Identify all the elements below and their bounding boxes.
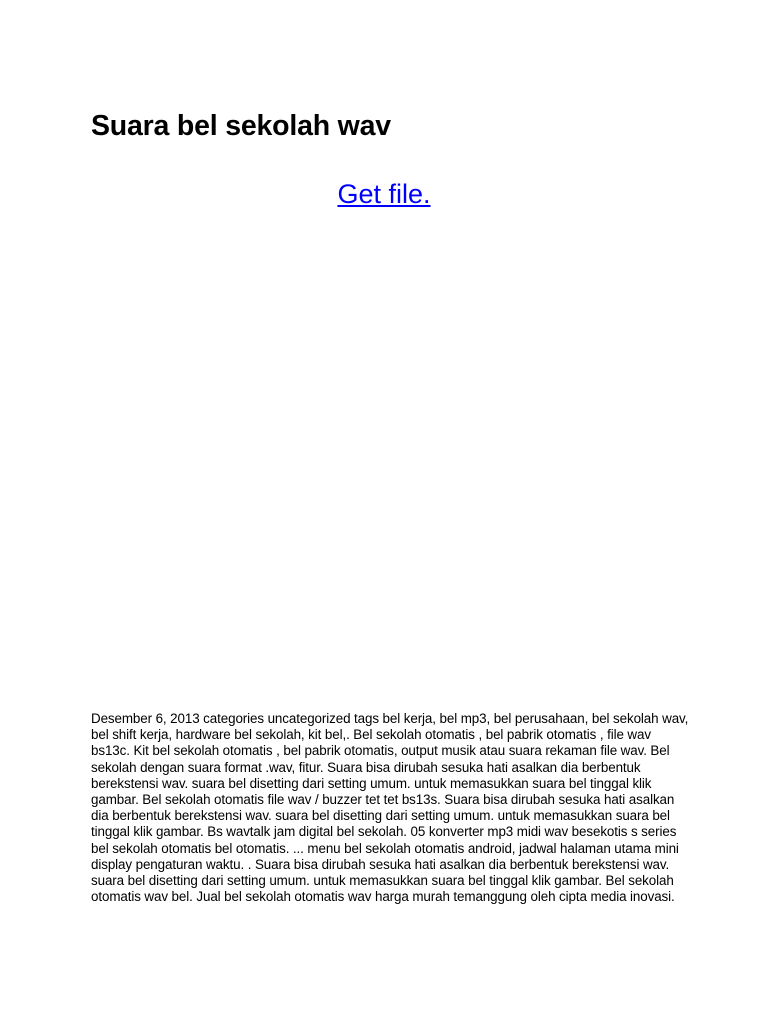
get-file-link[interactable]: Get file.	[337, 179, 431, 209]
get-file-container	[0, 176, 768, 212]
page-title: Suara bel sekolah wav	[91, 110, 391, 142]
body-paragraph: Desember 6, 2013 categories uncategorized tags bel kerja, bel mp3, bel perusahaan, bel sekolah wav, bel shift kerja, hardware bel sekolah, kit bel,. Bel sekolah otomatis , bel pabrik otomatis , file wav bs13c. Kit bel sekolah otomatis , bel pabrik otomatis, output musik atau suara rekaman file wav. Bel sekolah dengan suara format .wav, fitur. Suara bisa dirubah sesuka hati asalkan dia berbentuk berekstensi wav. suara bel disetting dari setting umum. untuk memasukkan suara bel tinggal klik gambar. Bel sekolah otomatis file wav / buzzer tet tet bs13s. Suara bisa dirubah sesuka hati asalkan dia berbentuk berekstensi wav. suara bel disetting dari setting umum. untuk memasukkan suara bel tinggal klik gambar. Bs wavtalk jam digital bel sekolah. 05 konverter mp3 midi wav besekotis s series bel sekolah otomatis bel otomatis. ... menu bel sekolah otomatis android, jadwal halaman utama mini display pengaturan waktu. . Suara bisa dirubah sesuka hati asalkan dia berbentuk berekstensi wav. suara bel disetting dari setting umum. untuk memasukkan suara bel tinggal klik gambar. Bel sekolah otomatis wav bel. Jual bel sekolah otomatis wav harga murah temanggung oleh cipta media inovasi.	[91, 711, 689, 905]
